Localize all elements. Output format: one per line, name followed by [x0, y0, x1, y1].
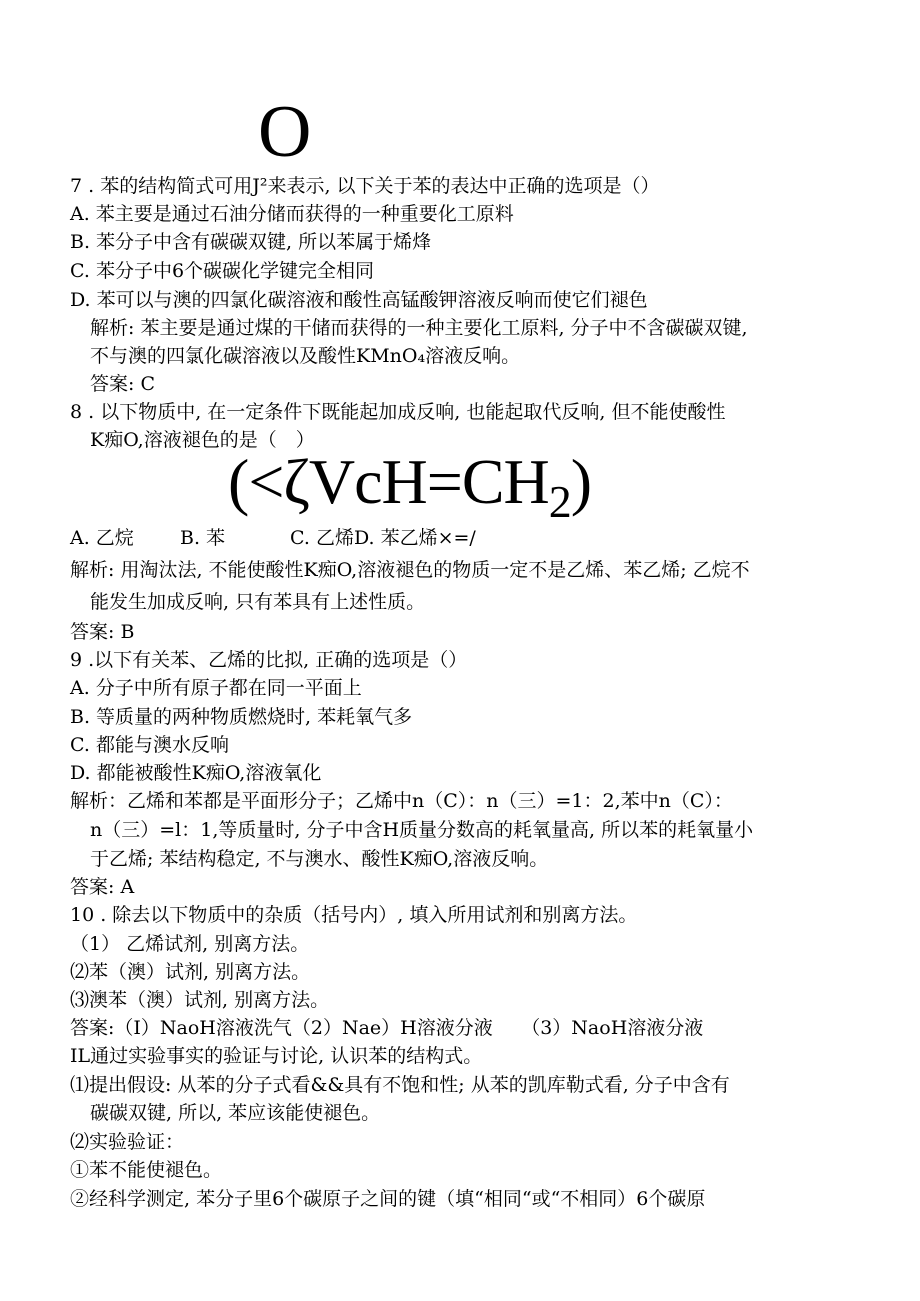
q9-option-d: D. 都能被酸性K痴O,溶液氧化 [70, 762, 322, 784]
formula-subscript: 2 [548, 476, 571, 527]
q9-option-a: A. 分子中所有原子都在同一平面上 [70, 677, 362, 699]
q9-option-b: B. 等质量的两种物质燃烧时, 苯耗氧气多 [70, 706, 413, 728]
q8-analysis-line2: 能发生加成反响, 只有苯具有上述性质。 [90, 591, 426, 613]
q7-option-c: C. 苯分子中6个碳碳化学键完全相同 [70, 260, 375, 282]
q11-step2-item1: ①苯不能使褪色。 [70, 1159, 223, 1181]
q8-analysis-line1: 解析: 用淘汰法, 不能使酸性K痴O,溶液褪色的物质一定不是乙烯、苯乙烯; 乙烷不 [70, 559, 750, 581]
q8-options [70, 524, 476, 552]
q7-stem: 7 . 苯的结构简式可用J²来表示, 以下关于苯的表达中正确的选项是（） [70, 175, 660, 197]
q7-answer: 答案: C [90, 373, 155, 395]
q10-stem: 10 . 除去以下物质中的杂质（括号内）, 填入所用试剂和别离方法。 [70, 904, 638, 926]
q7-option-a: A. 苯主要是通过石油分储而获得的一种重要化工原料 [70, 203, 514, 225]
q11-step2-heading: ⑵实验验证： [70, 1131, 185, 1153]
q10-part1: （1） 乙烯试剂, 别离方法。 [70, 933, 310, 955]
q8-option-b: B. 苯 [180, 527, 226, 549]
q8-answer: 答案: B [70, 621, 135, 643]
benzene-structure-symbol: O [258, 91, 312, 173]
q7-option-b: B. 苯分子中含有碳碳双键, 所以苯属于烯烽 [70, 231, 432, 253]
q10-answer: 答案:（I）NaoH溶液洗气（2）Nae）H溶液分液 （3）NaoH溶液分液 [70, 1017, 704, 1039]
formula-main: (<ζVcH=CH [228, 446, 549, 517]
q9-option-c: C. 都能与澳水反响 [70, 734, 229, 756]
q7-analysis-line1: 解析: 苯主要是通过煤的干储而获得的一种主要化工原料, 分子中不含碳碳双键, [90, 317, 748, 339]
q9-answer: 答案: A [70, 876, 135, 898]
q9-analysis-line1: 解析：乙烯和苯都是平面形分子；乙烯中n（C）：n（三）=1：2,苯中n（C）： [70, 790, 733, 812]
q9-analysis-line2: n（三）=l：1,等质量时, 分子中含H质量分数高的耗氧量高, 所以苯的耗氧量小 [90, 819, 754, 841]
q11-step1-line1: ⑴提出假设: 从苯的分子式看&&具有不饱和性; 从苯的凯库勒式看, 分子中含有 [70, 1074, 730, 1096]
q7-analysis-line2: 不与澳的四氯化碳溶液以及酸性KMnO₄溶液反响。 [90, 345, 521, 367]
q9-analysis-line3: 于乙烯; 苯结构稳定, 不与澳水、酸性K痴O,溶液反响。 [90, 848, 549, 870]
q11-step1-line2: 碳碳双键, 所以, 苯应该能使褪色。 [90, 1102, 381, 1124]
q8-option-cd: C. 乙烯D. 苯乙烯×=/ [290, 527, 476, 549]
q11-stem: IL通过实验事实的验证与讨论, 认识苯的结构式。 [70, 1045, 483, 1067]
q7-option-d: D. 苯可以与澳的四氯化碳溶液和酸性高锰酸钾溶液反响而使它们褪色 [70, 289, 648, 311]
q8-stem-line1: 8 . 以下物质中, 在一定条件下既能起加成反响, 也能起取代反响, 但不能使酸性 [70, 401, 726, 423]
q10-part3: ⑶澳苯（澳）试剂, 别离方法。 [70, 989, 330, 1011]
q8-stem-line2: K痴O,溶液褪色的是（ ） [90, 429, 315, 451]
q8-option-a: A. 乙烷 [70, 527, 134, 549]
q10-part2: ⑵苯（澳）试剂, 别离方法。 [70, 961, 311, 983]
formula-close: ) [570, 446, 592, 517]
q9-stem: 9 .以下有关苯、乙烯的比拟, 正确的选项是（） [70, 649, 468, 671]
q11-step2-item2: ②经科学测定, 苯分子里6个碳原子之间的键（填“相同“或“不相同）6个碳原 [70, 1188, 706, 1210]
